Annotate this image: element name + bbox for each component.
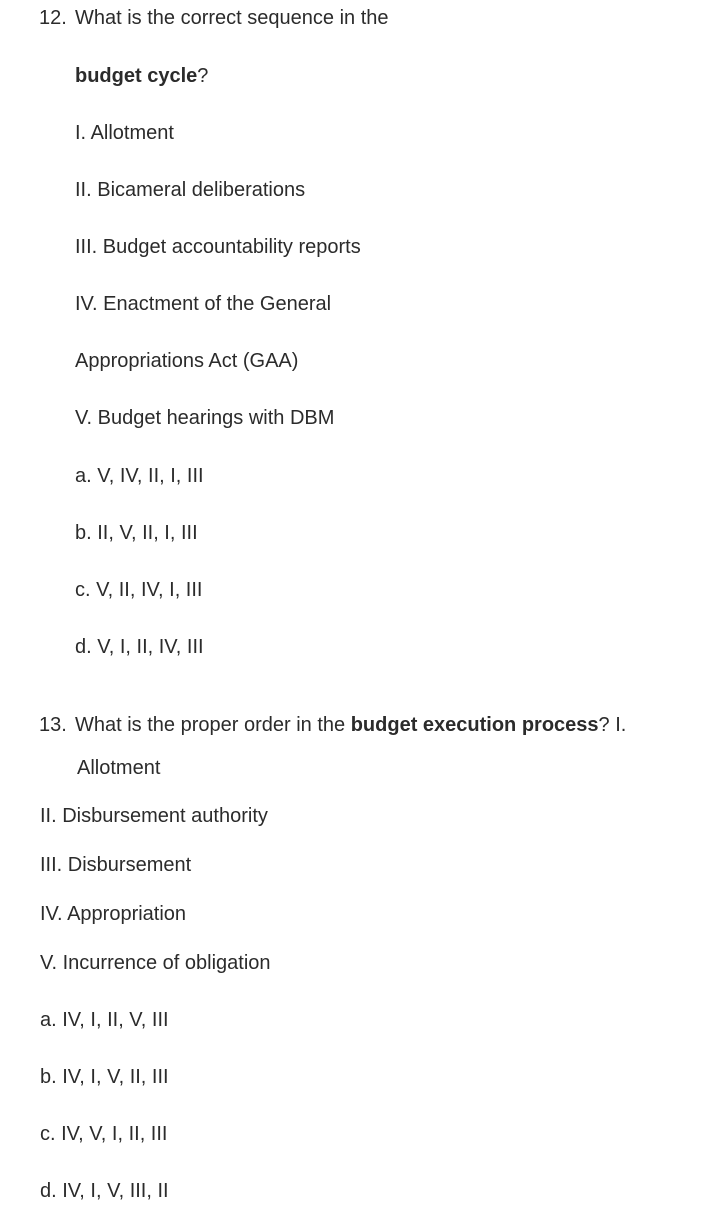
q12-item: Appropriations Act (GAA) (75, 350, 299, 372)
q13-number: 13. (39, 714, 67, 736)
q12-option-c: c. V, II, IV, I, III (75, 579, 203, 601)
q12-prompt-suffix: ? (197, 65, 209, 87)
q13-item: IV. Appropriation (40, 903, 187, 925)
q12-prompt-line2 (75, 64, 208, 88)
q12-item: V. Budget hearings with DBM (75, 407, 335, 429)
q12-prompt-text: What is the correct sequence in the (75, 7, 389, 29)
q12-prompt (39, 6, 389, 30)
q12-item: IV. Enactment of the General (75, 293, 332, 315)
q13-prompt-bold: budget execution process (350, 714, 599, 736)
q12-number: 12. (39, 7, 67, 29)
q12-option-a: a. V, IV, II, I, III (75, 465, 204, 487)
q12-item: I. Allotment (75, 122, 174, 144)
q13-prompt-text: What is the proper order in the (75, 714, 351, 736)
q12-item: II. Bicameral deliberations (75, 179, 306, 201)
q13-option-b: b. IV, I, V, II, III (40, 1066, 169, 1088)
q13-prompt (39, 713, 626, 737)
q13-option-c: c. IV, V, I, II, III (40, 1123, 168, 1145)
q13-prompt-continuation: Allotment (77, 757, 161, 779)
q12-item: III. Budget accountability reports (75, 236, 361, 258)
q12-option-d: d. V, I, II, IV, III (75, 636, 204, 658)
q13-option-a: a. IV, I, II, V, III (40, 1009, 169, 1031)
q12-prompt-bold: budget cycle (75, 65, 198, 87)
q13-item: II. Disbursement authority (40, 805, 268, 827)
q13-item: III. Disbursement (40, 854, 192, 876)
q12-option-b: b. II, V, II, I, III (75, 522, 198, 544)
q13-option-d: d. IV, I, V, III, II (40, 1180, 169, 1202)
q13-prompt-suffix: ? I. (598, 714, 627, 736)
q13-item: V. Incurrence of obligation (40, 952, 271, 974)
